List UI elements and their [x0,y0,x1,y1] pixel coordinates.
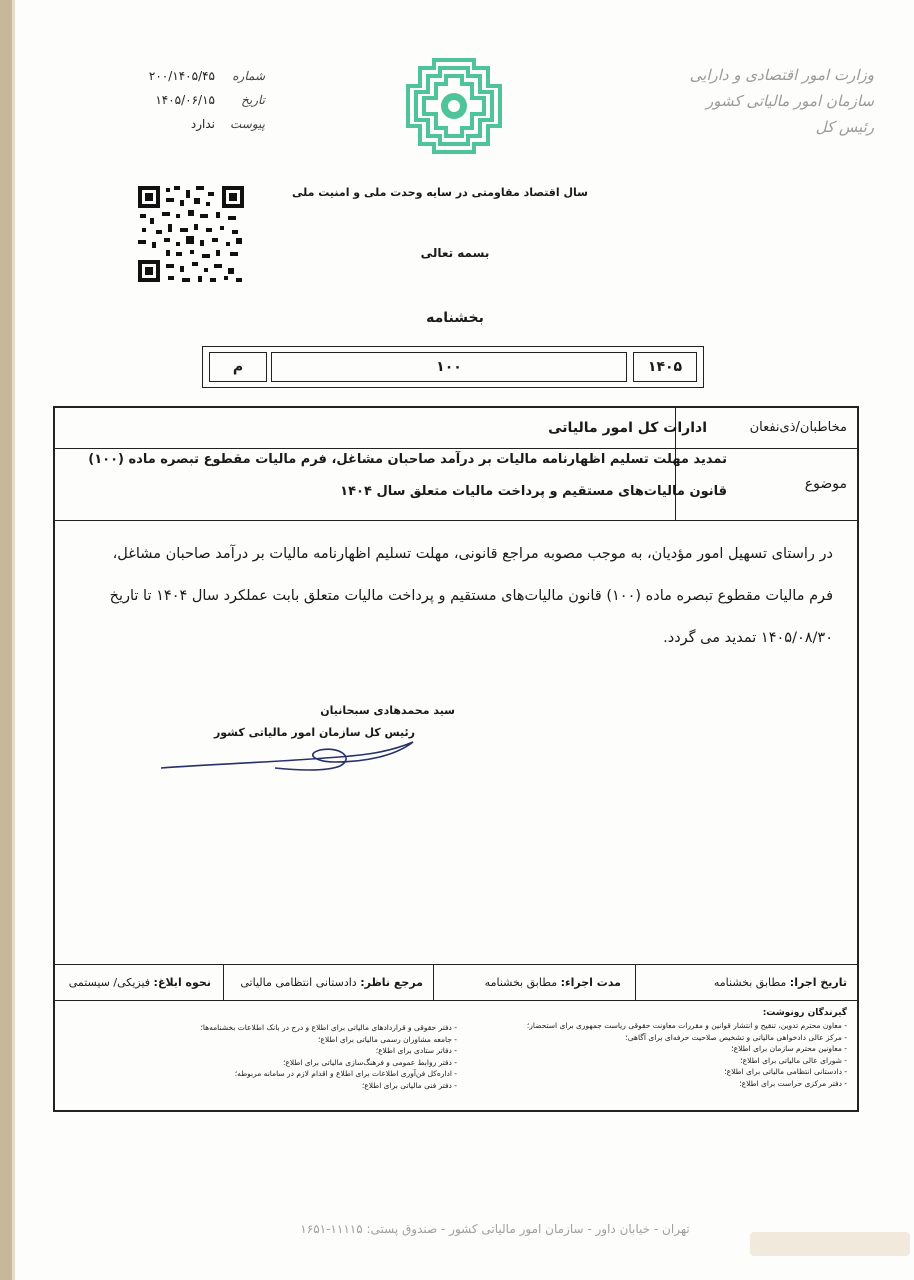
head-line: رئیس کل [815,118,874,136]
signatory-name: سید محمدهادی سبحانیان [320,704,455,717]
authority-value: دادستانی انتظامی مالیاتی [240,976,357,989]
addressees-label: مخاطبان/ذی‌نفعان [749,420,847,435]
notify-label: نحوه ابلاغ: [153,976,211,989]
cc-title: گیرندگان رونوشت: [762,1008,847,1018]
handwritten-signature [155,728,435,778]
ministry-header [674,62,874,140]
cc-item: - دفتر روابط عمومی و فرهنگ‌سازی مالیاتی برای اطلاع؛ [283,1057,457,1067]
divider [635,964,636,1000]
exec-date [647,976,847,989]
paper-edge-shadow [12,0,15,1280]
organization-line: سازمان امور مالیاتی کشور [706,92,874,110]
organization-address: تهران - خیابان داور - سازمان امور مالیاتی کشور - صندوق پستی: ۱۱۱۱۵-۱۶۵۱ [300,1222,690,1236]
cc-item: - دفتر فنی مالیاتی برای اطلاع؛ [361,1080,457,1090]
document-type-title: بخشنامه [426,310,484,326]
notify-value: فیزیکی/ سیستمی [68,976,151,989]
body-paragraph-line-1: در راستای تسهیل امور مؤدیان، به موجب مصوبه مراجع قانونی، مهلت تسلیم اظهارنامه مالیات بر درآمد صاحبان مشاغل، [112,546,833,562]
divider [55,1000,857,1001]
circular-letter: م [209,352,267,382]
tax-organization-logo [403,56,505,156]
cc-item: - دادستانی انتظامی مالیاتی برای اطلاع؛ [724,1067,847,1076]
basmala: بسمه تعالی [420,246,490,260]
letter-meta [90,64,265,136]
body-paragraph-line-3: ۱۴۰۵/۰۸/۳۰ تمدید می گردد. [663,630,833,646]
divider [55,964,857,965]
circular-number-box [202,346,704,388]
cc-item: - معاونین محترم سازمان برای اطلاع؛ [731,1044,847,1053]
number-value: ۲۰۰/۱۴۰۵/۴۵ [148,69,215,83]
cc-list-right [507,1020,847,1089]
duration-value: مطابق بخشنامه [484,976,558,989]
qr-code [136,184,246,284]
subject-line-1: تمدید مهلت تسلیم اظهارنامه مالیات بر درآمد صاحبان مشاغل، فرم مالیات مقطوع تبصره ماده (۱۰۰) [88,452,727,467]
number-row [90,64,265,88]
cc-item: - مرکز عالی دادخواهی مالیاتی و تشخیص صلاحیت حرفه‌ای برای آگاهی؛ [625,1032,847,1042]
attachment-value: ندارد [190,117,215,131]
divider [55,448,857,449]
cc-item: - شورای عالی مالیاتی برای اطلاع؛ [740,1055,847,1065]
body-paragraph-line-2: فرم مالیات مقطوع تبصره ماده (۱۰۰) قانون مالیات‌های مستقیم و پرداخت مالیات متعلق بابت عملکرد سال ۱۴۰۴ تا تاریخ [109,588,833,604]
duration [431,976,621,989]
exec-date-value: مطابق بخشنامه [713,976,787,989]
attachment-label: پیوست [230,117,265,131]
number-label: شماره [232,69,265,83]
duration-label: مدت اجراء: [560,976,621,989]
cc-item: - اداره‌کل فن‌آوری اطلاعات برای اطلاع و اقدام لازم در سامانه مربوطه؛ [234,1069,457,1078]
subject-line-2: قانون مالیات‌های مستقیم و پرداخت مالیات متعلق سال ۱۴۰۴ [340,484,727,499]
attachment-row [90,112,265,136]
notify-method [55,976,211,989]
cc-item: - معاون محترم تدوین، تنقیح و انتشار قوانین و مقررات معاونت حقوقی ریاست جمهوری برای استحضار؛ [526,1021,847,1030]
subject-label: موضوع [804,476,847,492]
circular-year: ۱۴۰۵ [633,352,697,382]
cc-item: - دفتر مرکزی حراست برای اطلاع؛ [739,1078,847,1088]
signatory-title: رئیس کل سازمان امور مالیاتی کشور [213,726,415,739]
authority-label: مرجع ناظر: [360,976,423,989]
cc-item: - دفاتر ستادی برای اطلاع؛ [375,1046,457,1055]
paper-edge [0,0,12,1280]
cc-item: - دفتر حقوقی و قراردادهای مالیاتی برای اطلاع و درج در بانک اطلاعات بخشنامه‌ها؛ [200,1023,457,1032]
year-motto: سال اقتصاد مقاومتی در سایه وحدت ملی و امنیت ملی [292,186,588,199]
divider [55,520,857,521]
circular-number: ۱۰۰ [271,352,627,382]
supervising-authority [223,976,423,989]
date-value: ۱۴۰۵/۰۶/۱۵ [155,93,215,107]
cc-item: - جامعه مشاوران رسمی مالیاتی برای اطلاع؛ [318,1034,457,1044]
date-row [90,88,265,112]
ministry-line: وزارت امور اقتصادی و دارایی [689,66,874,84]
addressees-value: ادارات کل امور مالیاتی [548,420,707,436]
exec-date-label: تاریخ اجرا: [789,976,847,989]
circular-body-frame [53,406,859,1112]
cc-list-left [117,1022,457,1091]
date-label: تاریخ [241,93,265,107]
